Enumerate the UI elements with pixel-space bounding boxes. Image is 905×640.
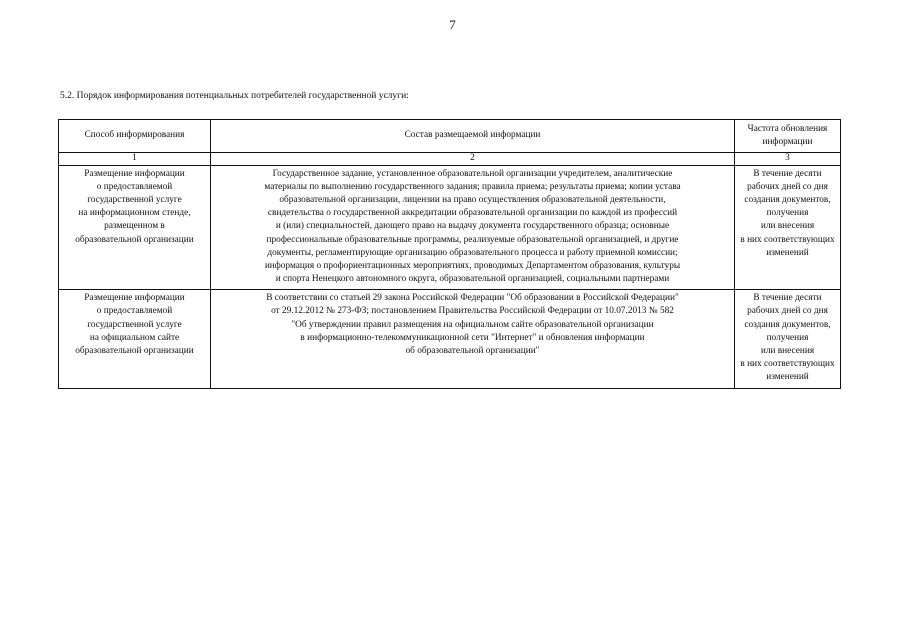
cell-line: материалы по выполнению государственного задания; правила приема; результаты приема; копии устава [264, 181, 681, 192]
column-number: 1 [59, 153, 211, 166]
content-cell [211, 165, 735, 290]
page-number: 7 [449, 17, 456, 32]
content-cell [211, 290, 735, 388]
section-heading: 5.2. Порядок информирования потенциальных потребителей государственной услуги: [60, 91, 409, 101]
cell-line: Государственное задание, установленное образовательной организации учредителем, аналитические [272, 168, 673, 179]
cell-line: или внесения [760, 346, 815, 357]
cell-line: создания документов, [744, 319, 831, 330]
information-table [58, 119, 841, 389]
cell-line: В течение десяти [753, 168, 822, 179]
frequency-cell [735, 165, 841, 290]
cell-line: рабочих дней со дня [747, 181, 828, 192]
cell-line: в них соответствующих [740, 234, 835, 245]
cell-line: Размещение информации [84, 293, 185, 304]
cell-line: размещенном в [104, 221, 165, 232]
cell-line: изменений [766, 247, 809, 258]
cell-line: изменений [766, 372, 809, 383]
method-cell [59, 290, 211, 388]
cell-line: Размещение информации [84, 168, 185, 179]
cell-line: "Об утверждении правил размещения на официальном сайте образовательной организации [291, 319, 654, 330]
header-row [59, 120, 841, 153]
table-row [59, 290, 841, 388]
table-row [59, 165, 841, 290]
cell-line: образовательной организации, лицензии на право осуществления образовательной деятельности, [279, 194, 666, 205]
cell-line: образовательной организации [75, 234, 194, 245]
cell-line: и (или) специальностей, дающего право на выдачу документа государственного образца; основные [275, 221, 670, 232]
cell-line: рабочих дней со дня [747, 306, 828, 317]
cell-line: об образовательной организации" [405, 346, 540, 357]
cell-line: о предоставляемой [96, 306, 173, 317]
header-method: Способ информирования [59, 120, 211, 153]
column-number: 3 [735, 153, 841, 166]
column-number: 2 [211, 153, 735, 166]
cell-line: образовательной организации [75, 346, 194, 357]
cell-line: получения [766, 332, 809, 343]
cell-line: информация о профориентационных мероприятиях, проводимых Департаментом образования, культуры [264, 260, 681, 271]
header-content: Состав размещаемой информации [211, 120, 735, 153]
cell-line: В течение десяти [753, 293, 822, 304]
cell-line: от 29.12.2012 № 273-ФЗ; постановлением Правительства Российской Федерации от 10.07.2013 № 582 [271, 306, 674, 317]
method-cell [59, 165, 211, 290]
cell-line: профессиональные образовательные программы, реализуемые образовательной организацией, и другие [266, 234, 679, 245]
cell-line: на информационном стенде, [78, 208, 191, 219]
cell-line: В соответствии со статьей 29 закона Российской Федерации "Об образовании в Российской Федерации" [266, 293, 679, 304]
cell-line: свидетельства о государственной аккредитации образовательной организации по каждой из профессий [267, 208, 678, 219]
cell-line: или внесения [760, 221, 815, 232]
cell-line: в информационно-телекоммуникационной сети "Интернет" и обновления информации [300, 332, 645, 343]
cell-line: создания документов, [744, 194, 831, 205]
cell-line: государственной услуге [87, 194, 182, 205]
cell-line: документы, регламентирующие организацию образовательного процесса и работу приемной комиссии; [267, 247, 678, 258]
cell-line: в них соответствующих [740, 359, 835, 370]
cell-line: о предоставляемой [96, 181, 173, 192]
header-frequency: Частота обновления информации [735, 120, 841, 153]
column-number-row [59, 153, 841, 166]
cell-line: на официальном сайте [89, 332, 180, 343]
cell-line: и спорта Ненецкого автономного округа, образовательной организацией, социальными партнерами [275, 274, 670, 285]
cell-line: государственной услуге [87, 319, 182, 330]
cell-line: получения [766, 208, 809, 219]
frequency-cell [735, 290, 841, 388]
